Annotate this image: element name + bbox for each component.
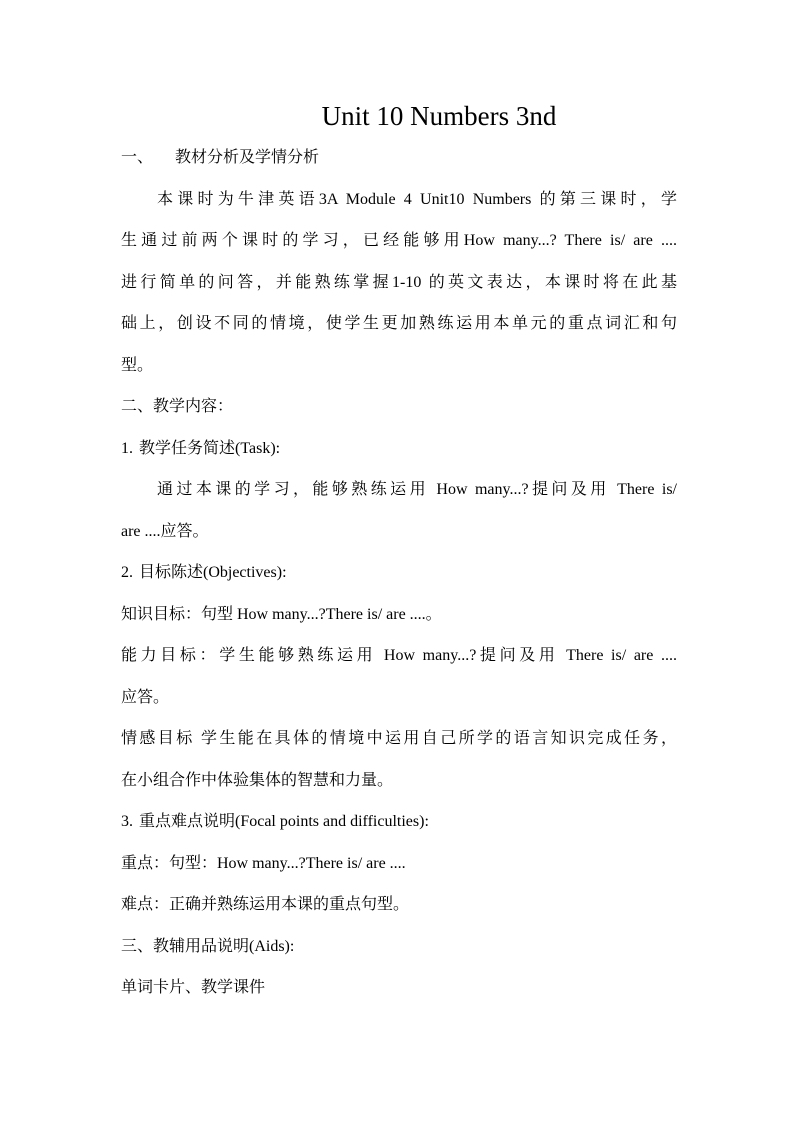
section-1-title: 教材分析及学情分析 [175,149,320,166]
key-point: 重点：句型：How many...?There is/ are .... [121,854,406,872]
emotion-objective-line: 在小组合作中体验集体的智慧和力量。 [121,771,394,789]
section-1-paragraph [121,179,677,387]
focal-title: 重点难点说明(Focal points and difficulties): [139,813,429,830]
ability-objective-line: 应答。 [121,688,170,706]
focal-heading [121,801,677,843]
ability-objective-line: 能力目标：学生能够熟练运用 How many...?提问及用 There is/ are .... [121,647,677,664]
task-line: are ....应答。 [121,522,209,540]
emotion-objective-line: 情感目标 学生能在具体的情境中运用自己所学的语言知识完成任务， [121,730,677,747]
section-1-heading [121,137,677,179]
difficulty-point: 难点：正确并熟练运用本课的重点句型。 [121,896,410,913]
objectives-heading [121,552,677,594]
objectives-number: 2. [121,564,133,581]
aids-list: 单词卡片、教学课件 [121,979,266,996]
document-body [121,96,677,1009]
section-1-number: 一、 [121,149,154,166]
paragraph-line: 生通过前两个课时的学习，已经能够用How many...? There is/ are .... [121,232,677,249]
paragraph-line: 础上，创设不同的情境，使学生更加熟练运用本单元的重点词汇和句 [121,315,677,332]
task-heading [121,428,677,470]
objectives-title: 目标陈述(Objectives): [139,564,287,581]
task-title: 教学任务简述(Task): [139,439,281,457]
section-2-heading: 二、教学内容： [121,398,234,415]
paragraph-line: 型。 [121,356,154,374]
paragraph-line: 进行简单的问答，并能熟练掌握1-10 的英文表达，本课时将在此基 [121,273,677,291]
paragraph-line: 本课时为牛津英语3A Module 4 Unit10 Numbers 的第三课时，学 [157,190,677,208]
task-number: 1. [121,439,133,457]
knowledge-objective: 知识目标：句型 How many...?There is/ are ....。 [121,605,442,623]
section-3-heading: 三、教辅用品说明(Aids): [121,937,295,955]
focal-number: 3. [121,813,133,830]
document-title: Unit 10 Numbers 3nd [321,101,557,131]
task-line: 通过本课的学习，能够熟练运用 How many...?提问及用 There is/ [157,481,677,498]
